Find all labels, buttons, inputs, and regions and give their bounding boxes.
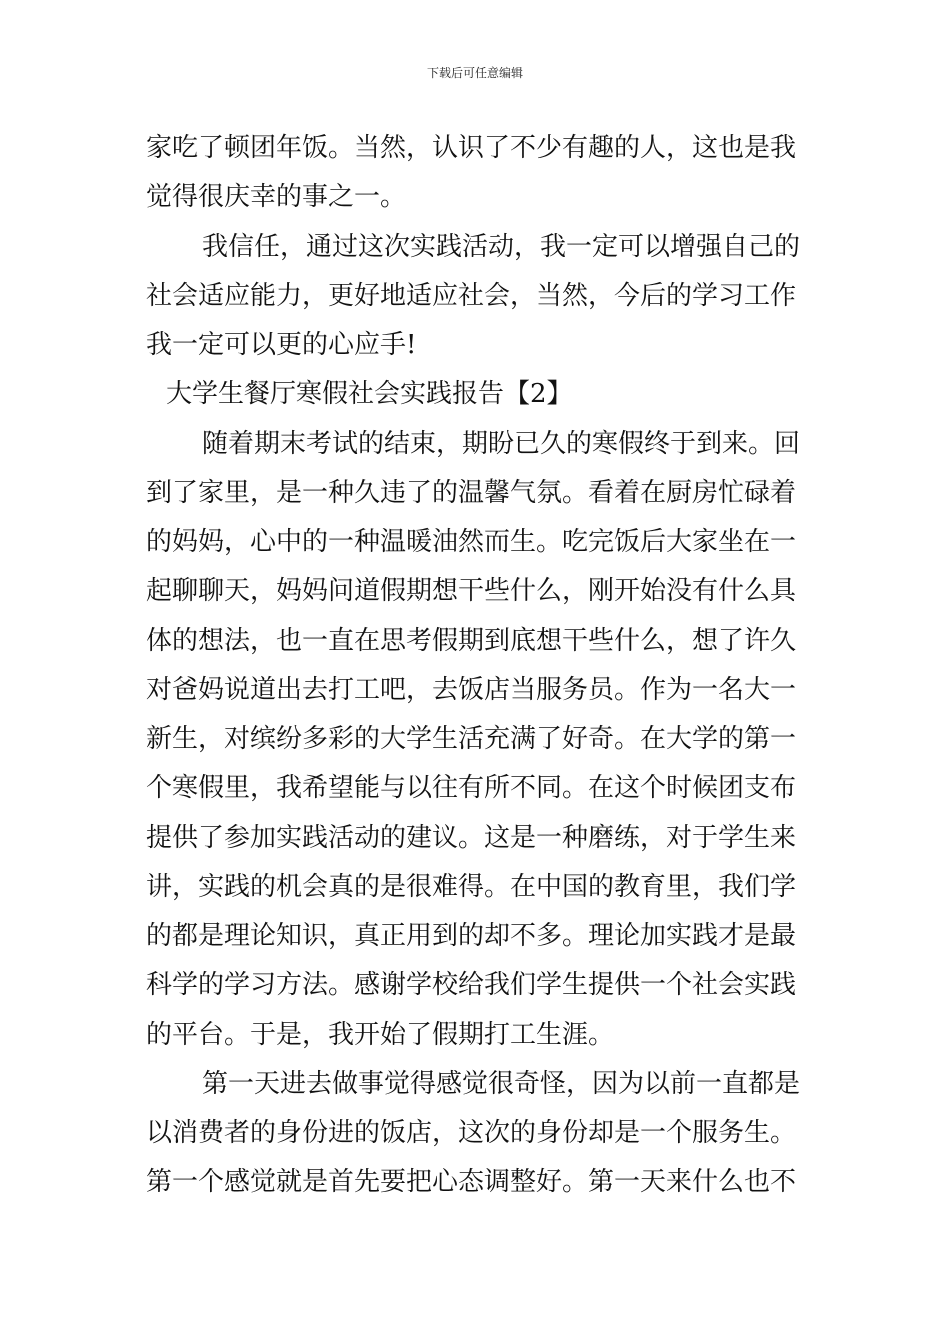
text-line: 的都是理论知识，真正用到的却不多。理论加实践才是最: [146, 921, 797, 951]
text-line: 新生，对缤纷多彩的大学生活充满了好奇。在大学的第一: [146, 724, 797, 754]
section-heading-text: 大学生餐厅寒假社会实践报告【2】: [166, 379, 573, 410]
text-line: 我一定可以更的心应手!: [146, 330, 417, 360]
paragraph: [146, 124, 826, 223]
text-line: 随着期末考试的结束，期盼已久的寒假终于到来。回: [202, 428, 801, 459]
text-line: 家吃了顿团年饭。当然，认识了不少有趣的人，这也是我: [146, 133, 797, 163]
text-line: 觉得很庆幸的事之一。: [146, 182, 407, 213]
page-header: 下载后可任意编辑: [426, 66, 523, 80]
text-line: 讲，实践的机会真的是很难得。在中国的教育里，我们学: [146, 871, 797, 902]
text-line: 到了家里，是一种久违了的温馨气氛。看着在厨房忙碌着: [146, 477, 797, 508]
document-body: [146, 124, 826, 1208]
text-line: 个寒假里，我希望能与以往有所不同。在这个时候团支布: [146, 773, 797, 804]
paragraph: [146, 420, 826, 1060]
paragraph: [146, 1060, 826, 1208]
text-line: 体的想法，也一直在思考假期到底想干些什么，想了许久: [146, 625, 797, 656]
text-line: 我信任，通过这次实践活动，我一定可以增强自己的: [202, 231, 801, 262]
text-line: 以消费者的身份进的饭店，这次的身份却是一个服务生。: [146, 1118, 797, 1148]
text-line: 起聊聊天，妈妈问道假期想干些什么，刚开始没有什么具: [146, 576, 797, 607]
text-line: 提供了参加实践活动的建议。这是一种磨练，对于学生来: [146, 822, 797, 853]
text-line: 的平台。于是，我开始了假期打工生涯。: [146, 1019, 615, 1050]
text-line: 科学的学习方法。感谢学校给我们学生提供一个社会实践: [146, 970, 797, 1001]
text-line: 对爸妈说道出去打工吧，去饭店当服务员。作为一名大一: [146, 674, 797, 705]
text-line: 的妈妈，心中的一种温暖油然而生。吃完饭后大家坐在一: [146, 527, 797, 557]
section-heading: [146, 370, 826, 419]
paragraph: [146, 223, 826, 371]
text-line: 第一个感觉就是首先要把心态调整好。第一天来什么也不: [146, 1167, 797, 1198]
text-line: 社会适应能力，更好地适应社会，当然，今后的学习工作: [146, 280, 797, 311]
text-line: 第一天进去做事觉得感觉很奇怪，因为以前一直都是: [202, 1068, 801, 1099]
